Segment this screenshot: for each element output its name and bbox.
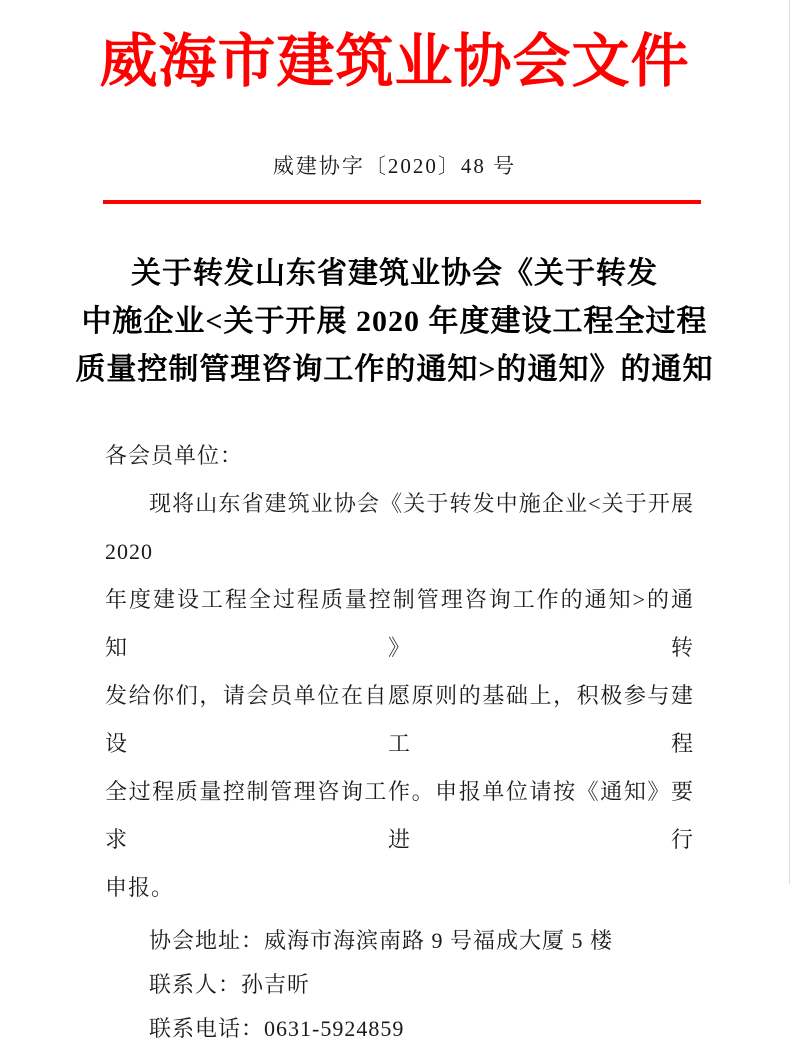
contact-address: 协会地址：威海市海滨南路 9 号福成大厦 5 楼	[149, 928, 614, 953]
contact-person: 联系人：孙吉昕	[149, 972, 311, 997]
paragraph-line: 现将山东省建筑业协会《关于转发中施企业<关于开展 2020	[105, 491, 694, 564]
paragraph-line: 申报。	[105, 875, 175, 900]
letterhead-title: 威海市建筑业协会文件	[99, 29, 690, 94]
contact-phone: 联系电话：0631-5924859	[149, 1016, 405, 1041]
paragraph-line: 发给你们，请会员单位在自愿原则的基础上，积极参与建设工程	[105, 683, 694, 756]
title-line-3: 质量控制管理咨询工作的通知>的通知》的通知	[75, 353, 714, 386]
paragraph-line: 全过程质量控制管理咨询工作。申报单位请按《通知》要求进行	[105, 779, 694, 852]
salutation: 各会员单位：	[105, 443, 244, 468]
paragraph-line: 年度建设工程全过程质量控制管理咨询工作的通知>的通知》转	[105, 587, 694, 660]
document-title	[0, 250, 789, 394]
title-line-1: 关于转发山东省建筑业协会《关于转发	[131, 257, 658, 290]
document-body	[0, 432, 789, 912]
title-line-2: 中施企业<关于开展 2020 年度建设工程全过程	[81, 305, 708, 338]
document-number: 威建协字〔2020〕48 号	[272, 154, 517, 178]
red-divider-line	[103, 200, 701, 204]
contact-info	[0, 919, 789, 1051]
